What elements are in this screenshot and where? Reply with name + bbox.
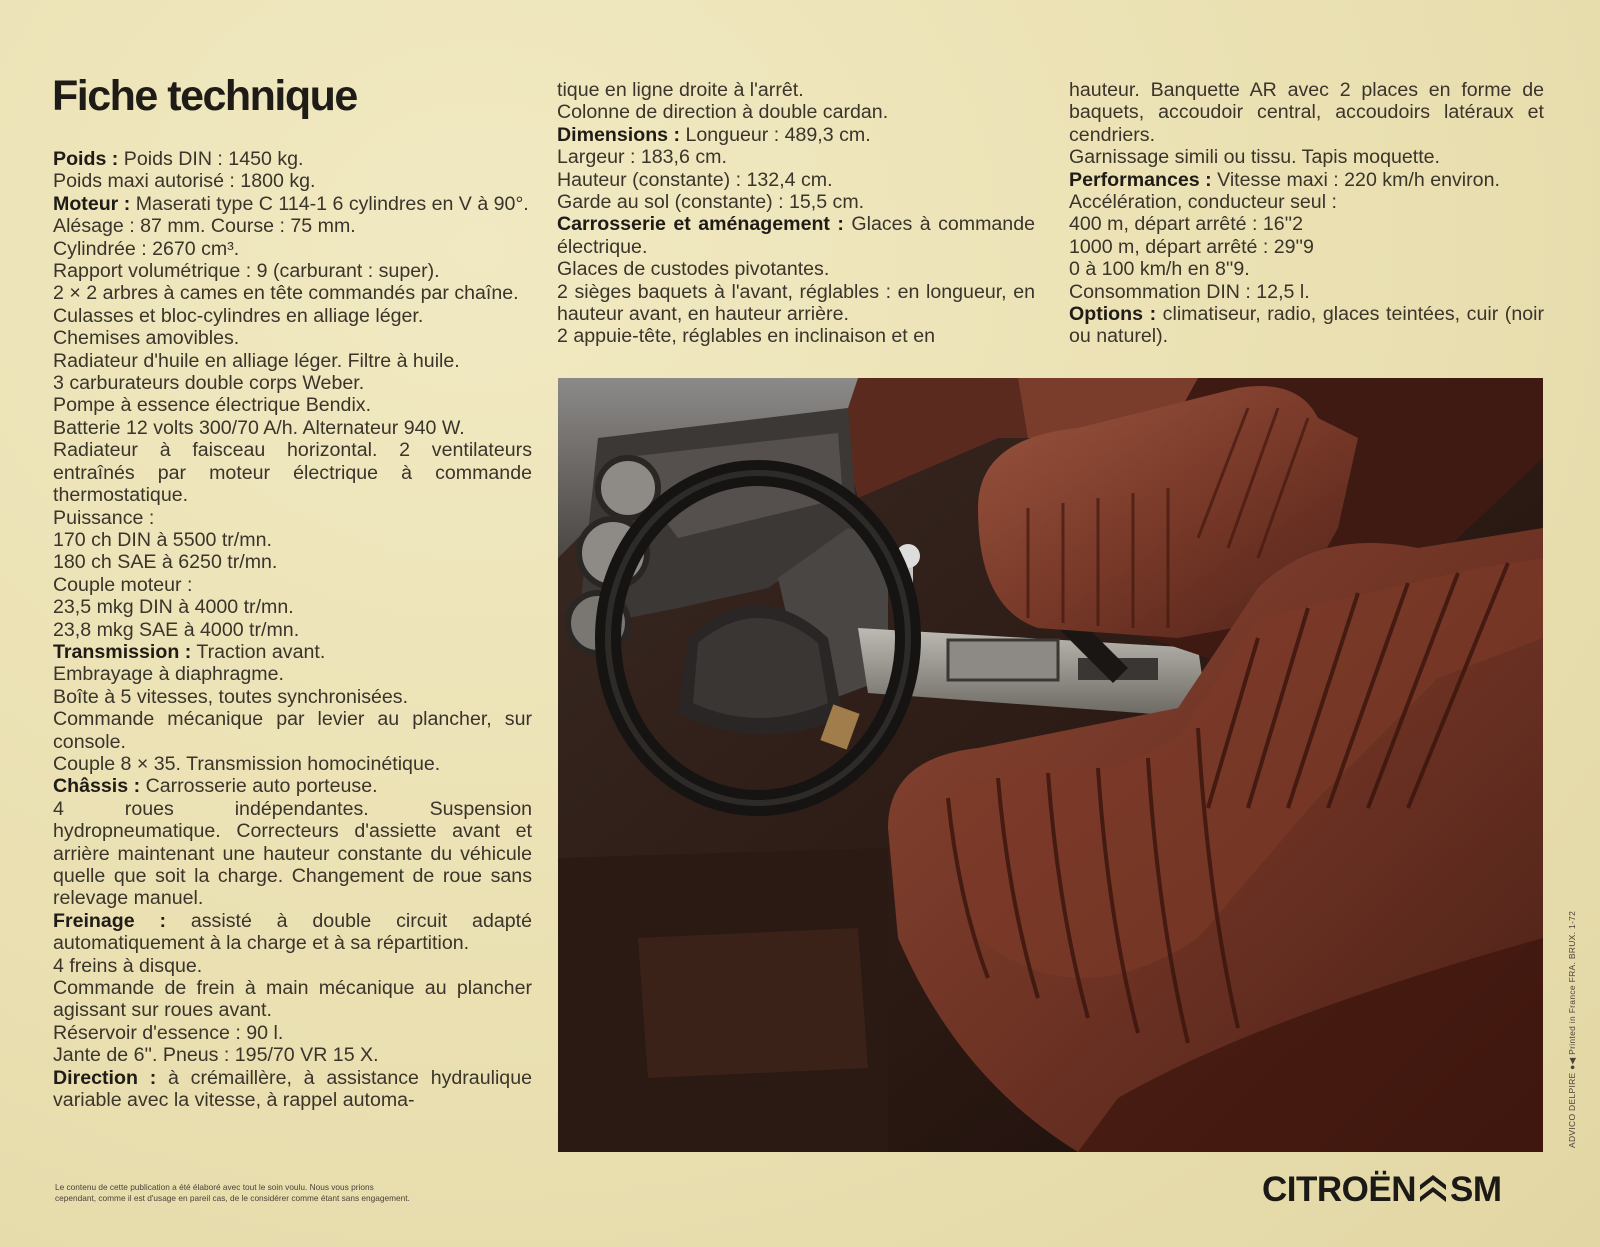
spec-line: Accélération, conducteur seul : (1069, 191, 1337, 214)
spec-heading: Freinage : (53, 909, 167, 932)
page-title: Fiche technique (52, 72, 357, 120)
spec-line: Performances : Vitesse maxi : 220 km/h environ. (1069, 168, 1500, 191)
spec-line: Alésage : 87 mm. Course : 75 mm. (53, 215, 356, 238)
spec-heading: Moteur : (53, 192, 131, 215)
spec-line: Garde au sol (constante) : 15,5 cm. (557, 191, 865, 214)
spec-line: Boîte à 5 vitesses, toutes synchronisées. (53, 685, 409, 708)
spec-line: Radiateur d'huile en alliage léger. Filtre à huile. (53, 349, 460, 372)
disclaimer-line: cependant, comme il est d'usage en pareil cas, de le considérer comme étant sans engagement. (55, 1193, 410, 1203)
spec-line: 2 sièges baquets à l'avant, réglables : en longueur, en hauteur avant, en hauteur arrière. (557, 280, 1035, 326)
spec-line: Largeur : 183,6 cm. (557, 146, 727, 169)
spec-line: Garnissage simili ou tissu. Tapis moquette. (1069, 146, 1440, 169)
spec-line: 170 ch DIN à 5500 tr/mn. (53, 528, 272, 551)
spec-line: Chemises amovibles. (53, 327, 240, 350)
spec-line: Consommation DIN : 12,5 l. (1069, 280, 1310, 303)
spec-line: Options : climatiseur, radio, glaces teintées, cuir (noir ou naturel). (1069, 303, 1544, 348)
spec-line: Couple 8 × 35. Transmission homocinétique. (53, 752, 441, 775)
spec-line: Carrosserie et aménagement : Glaces à commande électrique. (557, 213, 1036, 258)
spec-line: Dimensions : Longueur : 489,3 cm. (557, 123, 871, 146)
spec-line: Poids maxi autorisé : 1800 kg. (53, 170, 316, 193)
spec-line: Culasses et bloc-cylindres en alliage léger. (53, 304, 424, 327)
spec-line: Poids : Poids DIN : 1450 kg. (53, 148, 304, 170)
spec-line: 1000 m, départ arrêté : 29''9 (1069, 235, 1314, 258)
print-credits: ADVICO DELPIRE ●◀ Printed in France FRA. BRUX. 1-72 (1567, 910, 1577, 1148)
spec-line: Commande mécanique par levier au plancher, sur console. (53, 708, 532, 753)
spec-column-1 (53, 148, 532, 1111)
brand-name: CITROËN (1262, 1170, 1416, 1209)
spec-heading: Options : (1069, 303, 1157, 326)
citroen-sm-logo (1262, 1168, 1502, 1212)
car-interior-illustration (558, 378, 1543, 1152)
spec-line: Embrayage à diaphragme. (53, 663, 284, 686)
spec-line: Hauteur (constante) : 132,4 cm. (557, 168, 833, 191)
spec-line: hauteur. Banquette AR avec 2 places en forme de baquets, accoudoir central, accoudoirs latéraux et cendriers. (1069, 79, 1544, 146)
spec-line: Pompe à essence électrique Bendix. (53, 394, 372, 417)
spec-line: Commande de frein à main mécanique au plancher agissant sur roues avant. (53, 977, 532, 1022)
disclaimer-line: Le contenu de cette publication a été élaboré avec tout le soin voulu. Nous vous prions (55, 1182, 374, 1192)
spec-line: Transmission : Traction avant. (53, 640, 326, 663)
spec-line: Châssis : Carrosserie auto porteuse. (53, 775, 378, 798)
spec-line: Couple moteur : (53, 573, 193, 596)
spec-line: 23,5 mkg DIN à 4000 tr/mn. (53, 596, 294, 619)
spec-line: Puissance : (53, 506, 155, 529)
spec-line: Réservoir d'essence : 90 l. (53, 1021, 284, 1044)
spec-line: Batterie 12 volts 300/70 A/h. Alternateur 940 W. (53, 416, 465, 439)
spec-line: Cylindrée : 2670 cm³. (53, 237, 240, 260)
spec-heading: Dimensions : (557, 123, 681, 146)
spec-line: 3 carburateurs double corps Weber. (53, 372, 365, 395)
spec-heading: Direction : (53, 1066, 157, 1089)
spec-line: 23,8 mkg SAE à 4000 tr/mn. (53, 618, 300, 641)
model-name: SM (1450, 1170, 1502, 1209)
spec-line: 2 × 2 arbres à cames en tête commandés par chaîne. (53, 282, 519, 305)
spec-column-3 (1069, 79, 1544, 348)
spec-line: Glaces de custodes pivotantes. (557, 258, 830, 281)
spec-line: tique en ligne droite à l'arrêt. (557, 79, 804, 101)
spec-line: 4 freins à disque. (53, 954, 203, 977)
spec-line: 2 appuie-tête, réglables en inclinaison et en (557, 325, 935, 348)
spec-heading: Châssis : (53, 775, 141, 798)
spec-heading: Poids : (53, 148, 119, 170)
spec-line: 400 m, départ arrêté : 16''2 (1069, 213, 1304, 236)
spec-column-2 (557, 79, 1035, 348)
spec-line: Colonne de direction à double cardan. (557, 101, 889, 124)
spec-line: 4 roues indépendantes. Suspension hydropneumatique. Correcteurs d'assiette avant et arrière maintenant une hauteur constante du véhicule quelle que soit la charge. Changement de roue sans relevage manuel. (53, 797, 532, 910)
spec-heading: Carrosserie et aménagement : (557, 213, 844, 236)
interior-photo (558, 378, 1543, 1152)
spec-line: 180 ch SAE à 6250 tr/mn. (53, 551, 278, 574)
spec-line: Direction : à crémaillère, à assistance hydraulique variable avec la vitesse, à rappel automa- (53, 1066, 532, 1112)
spec-heading: Transmission : (53, 640, 192, 663)
spec-line: Freinage : assisté à double circuit adapté automatiquement à la charge et à sa répartition. (53, 909, 532, 955)
spec-heading: Performances : (1069, 168, 1212, 191)
double-chevron-icon (1418, 1169, 1448, 1212)
disclaimer (55, 1182, 495, 1204)
spec-line: Rapport volumétrique : 9 (carburant : super). (53, 260, 440, 283)
spec-line: Jante de 6''. Pneus : 195/70 VR 15 X. (53, 1044, 379, 1067)
spec-line: 0 à 100 km/h en 8''9. (1069, 258, 1250, 281)
spec-line: Radiateur à faisceau horizontal. 2 ventilateurs entraînés par moteur électrique à commande thermostatique. (53, 439, 532, 507)
spec-line: Moteur : Maserati type C 114-1 6 cylindres en V à 90°. (53, 192, 529, 215)
